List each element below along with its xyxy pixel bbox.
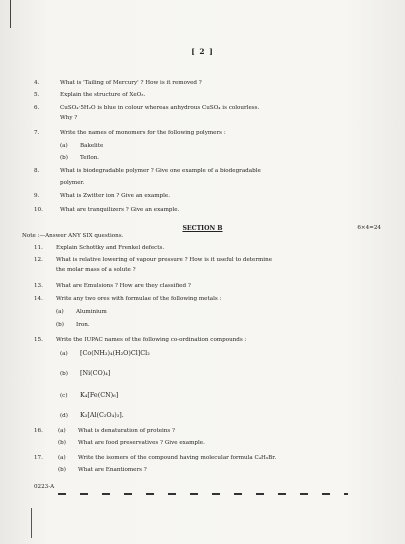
subpart-label: (b) bbox=[58, 440, 66, 446]
question-text: What is relative lowering of vapour pressure ? How is it useful to determine bbox=[56, 257, 272, 263]
subpart-label: (a) bbox=[56, 309, 64, 315]
question-text: Aluminium bbox=[76, 309, 107, 315]
question-text: Write the isomers of the compound having molecular formula C₄H₉Br. bbox=[78, 455, 277, 461]
question-number: 6. bbox=[34, 105, 40, 111]
question-number: 15. bbox=[34, 337, 43, 343]
subpart-label: (b) bbox=[56, 322, 64, 328]
subpart-label: (b) bbox=[60, 371, 68, 377]
question-text: Write any two ores with formulae of the following metals : bbox=[56, 296, 222, 302]
question-text: What is Zwitter ion ? Give an example. bbox=[60, 193, 170, 199]
subpart-label: (b) bbox=[60, 155, 68, 161]
section-title: SECTION B bbox=[182, 225, 223, 232]
subpart-label: (c) bbox=[60, 393, 68, 399]
chemical-formula: [Co(NH₃)₄(H₂O)Cl]Cl₂ bbox=[80, 349, 150, 357]
footer-dash-line bbox=[58, 493, 348, 495]
subpart-label: (d) bbox=[60, 413, 68, 419]
question-text: What are Enantiomers ? bbox=[78, 467, 147, 473]
question-number: 4. bbox=[34, 80, 40, 86]
subpart-label: (b) bbox=[58, 467, 66, 473]
question-number: 11. bbox=[34, 245, 43, 251]
subpart-label: (a) bbox=[58, 428, 66, 434]
question-text: What are Emulsions ? How are they classified ? bbox=[56, 283, 191, 289]
section-marks: 6×4=24 bbox=[357, 225, 381, 231]
question-text: What are food preservatives ? Give example. bbox=[78, 440, 205, 446]
question-text: CuSO₄·5H₂O is blue in colour whereas anhydrous CuSO₄ is colourless. bbox=[60, 105, 260, 111]
note-text: Note :—Answer ANY SIX questions. bbox=[22, 233, 124, 239]
question-text: Explain the structure of XeO₃. bbox=[60, 92, 146, 98]
question-number: 7. bbox=[34, 130, 40, 136]
question-text: What are tranquilizers ? Give an example. bbox=[60, 207, 180, 213]
question-text: Why ? bbox=[60, 115, 78, 121]
question-number: 14. bbox=[34, 296, 43, 302]
question-text: What is 'Tailing of Mercury' ? How is it removed ? bbox=[60, 80, 202, 86]
subpart-label: (a) bbox=[60, 143, 68, 149]
question-number: 10. bbox=[34, 207, 43, 213]
question-text: Teflon. bbox=[80, 155, 100, 161]
question-number: 9. bbox=[34, 193, 40, 199]
question-number: 8. bbox=[34, 168, 40, 174]
question-text: Write the names of monomers for the following polymers : bbox=[60, 130, 226, 136]
question-text: What is biodegradable polymer ? Give one example of a biodegradable bbox=[60, 168, 261, 174]
question-text: Explain Schottky and Frenkel defects. bbox=[56, 245, 165, 251]
page-number: [ 2 ] bbox=[191, 47, 214, 56]
question-number: 5. bbox=[34, 92, 40, 98]
paper-code: 0223-A bbox=[34, 484, 55, 490]
question-text: polymer. bbox=[60, 180, 85, 186]
chemical-formula: K₃[Al(C₂O₄)₃]. bbox=[80, 411, 124, 419]
section-note bbox=[22, 233, 123, 240]
question-text: Iron. bbox=[76, 322, 90, 328]
question-text: the molar mass of a solute ? bbox=[56, 267, 136, 273]
question-number: 16. bbox=[34, 428, 43, 434]
subpart-label: (a) bbox=[58, 455, 66, 461]
binder-mark-bottom bbox=[31, 508, 32, 538]
binder-mark bbox=[10, 0, 11, 28]
question-text: What is denaturation of proteins ? bbox=[78, 428, 176, 434]
chemical-formula: [Ni(CO)₄] bbox=[80, 369, 111, 377]
question-number: 17. bbox=[34, 455, 43, 461]
question-text: Write the IUPAC names of the following co-ordination compounds : bbox=[56, 337, 247, 343]
chemical-formula: K₄[Fe(CN)₆] bbox=[80, 391, 119, 399]
subpart-label: (a) bbox=[60, 351, 68, 357]
question-number: 13. bbox=[34, 283, 43, 289]
question-text: Bakelite bbox=[80, 143, 104, 149]
question-number: 12. bbox=[34, 257, 43, 263]
